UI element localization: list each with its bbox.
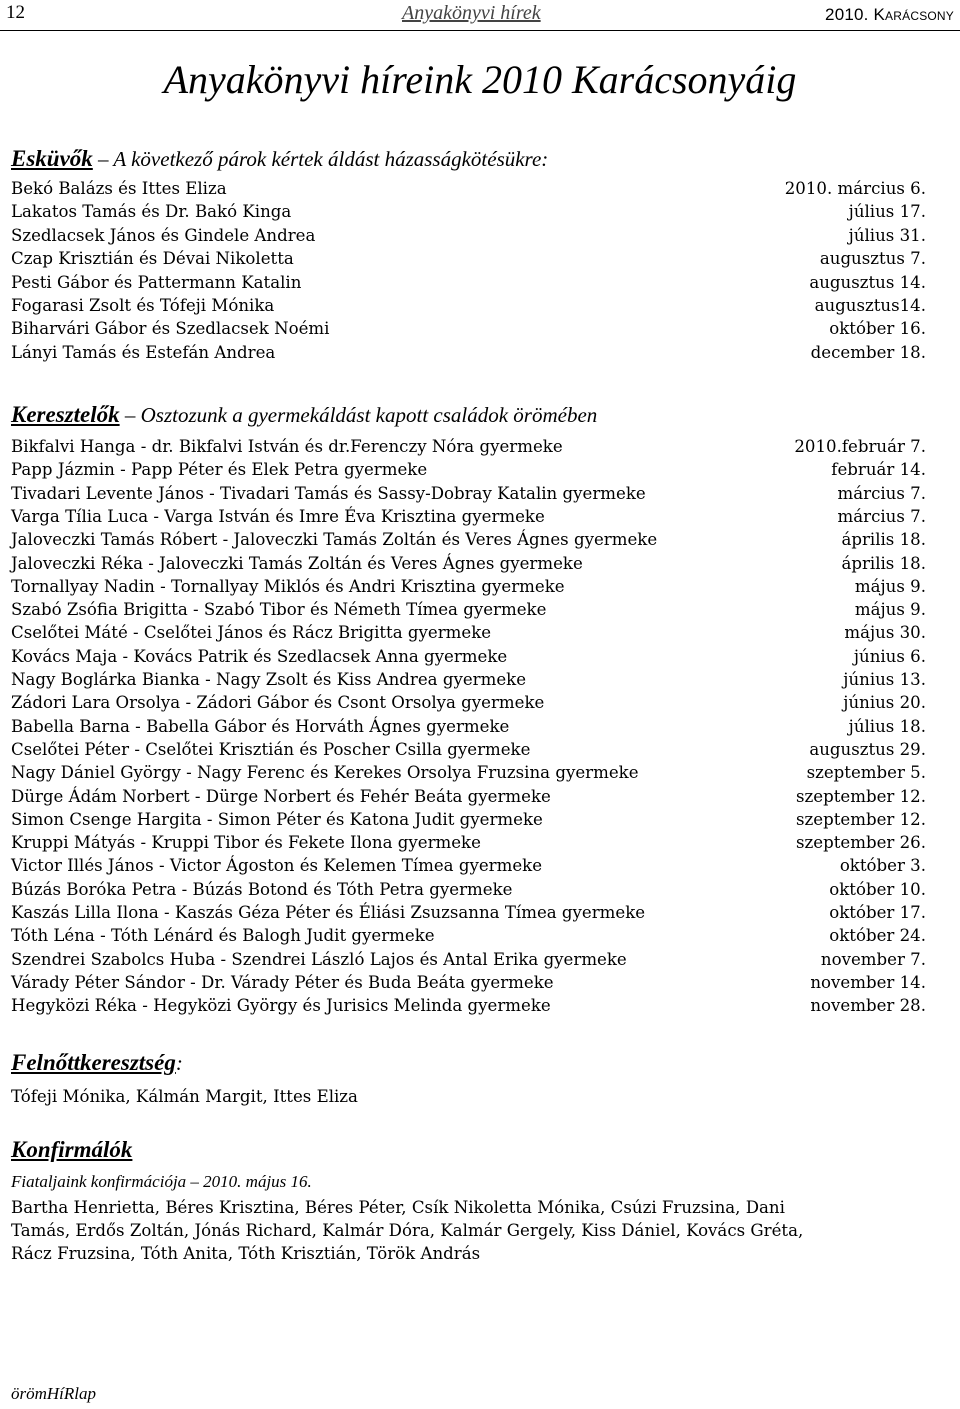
list-item <box>11 833 926 856</box>
adult-baptism-heading <box>11 1050 183 1076</box>
entry-date: augusztus 7. <box>819 249 926 269</box>
baptisms-title: Keresztelők <box>11 402 120 427</box>
issue-label: 2010. Karácsony <box>825 5 954 24</box>
list-item <box>11 740 926 763</box>
entry-date: október 10. <box>829 879 926 899</box>
entry-names: Varga Tília Luca - Varga István és Imre Éva Krisztina gyermeke <box>11 506 545 526</box>
list-item <box>11 226 926 249</box>
entry-names: Dürge Ádám Norbert - Dürge Norbert és Fehér Beáta gyermeke <box>11 786 551 806</box>
list-item <box>11 577 926 600</box>
entry-date: szeptember 12. <box>796 786 926 806</box>
entry-date: május 30. <box>844 623 926 643</box>
list-item <box>11 319 926 342</box>
list-item <box>11 996 926 1019</box>
entry-names: Lányi Tamás és Estefán Andrea <box>11 342 276 362</box>
list-item <box>11 670 926 693</box>
entry-names: Búzás Boróka Petra - Búzás Botond és Tóth Petra gyermeke <box>11 879 513 899</box>
list-item <box>11 179 926 202</box>
running-title: Anyakönyvi hírek <box>402 2 541 24</box>
entry-date: 2010. március 6. <box>784 179 926 198</box>
entry-names: Simon Csenge Hargita - Simon Péter és Katona Judit gyermeke <box>11 809 543 829</box>
entry-names: Papp Jázmin - Papp Péter és Elek Petra gyermeke <box>11 460 428 480</box>
confirmation-note: Fiataljaink konfirmációja – 2010. május 16. <box>11 1172 312 1191</box>
entry-names: Szendrei Szabolcs Huba - Szendrei László Lajos és Antal Erika gyermeke <box>11 949 627 969</box>
entry-date: szeptember 26. <box>796 833 926 853</box>
confirmation-line-1: Bartha Henrietta, Béres Krisztina, Béres Péter, Csík Nikoletta Mónika, Csúzi Fruzsina, Dani <box>11 1198 785 1217</box>
entry-names: Nagy Boglárka Bianka - Nagy Zsolt és Kiss Andrea gyermeke <box>11 670 527 689</box>
entry-names: Kaszás Lilla Ilona - Kaszás Géza Péter és Éliási Zsuzsanna Tímea gyermeke <box>11 903 646 922</box>
list-item <box>11 693 926 716</box>
list-item <box>11 950 926 973</box>
entry-date: december 18. <box>810 342 926 362</box>
adult-baptism-colon: : <box>175 1051 183 1075</box>
entry-date: 2010.február 7. <box>794 437 926 456</box>
list-item <box>11 623 926 646</box>
entry-date: november 14. <box>810 972 926 992</box>
entry-date: február 14. <box>831 460 926 480</box>
entry-names: Hegyközi Réka - Hegyközi György és Jurisics Melinda gyermeke <box>11 996 551 1016</box>
entry-names: Tornallyay Nadin - Tornallyay Miklós és Andri Krisztina gyermeke <box>11 576 565 596</box>
entry-names: Victor Illés János - Victor Ágoston és Kelemen Tímea gyermeke <box>11 856 543 876</box>
list-item <box>11 903 926 926</box>
page-number: 12 <box>6 2 25 23</box>
entry-date: március 7. <box>837 483 926 503</box>
entry-names: Pesti Gábor és Pattermann Katalin <box>11 272 302 292</box>
page-header <box>0 0 960 31</box>
entry-date: április 18. <box>841 553 926 573</box>
confirmation-title: Konfirmálók <box>11 1137 133 1162</box>
entry-names: Kruppi Mátyás - Kruppi Tibor és Fekete Ilona gyermeke <box>11 833 481 853</box>
entry-names: Bekó Balázs és Ittes Eliza <box>11 179 227 198</box>
entry-date: október 16. <box>829 319 926 339</box>
weddings-subtitle: – A következő párok kértek áldást házasságkötésükre: <box>92 147 549 171</box>
entry-names: Nagy Dániel György - Nagy Ferenc és Kerekes Orsolya Fruzsina gyermeke <box>11 763 639 783</box>
entry-names: Kovács Maja - Kovács Patrik és Szedlacsek Anna gyermeke <box>11 646 508 666</box>
entry-date: szeptember 5. <box>806 763 926 783</box>
entry-date: május 9. <box>854 576 926 596</box>
list-item <box>11 273 926 296</box>
entry-names: Tóth Léna - Tóth Lénárd és Balogh Judit gyermeke <box>11 926 435 946</box>
entry-date: augusztus14. <box>814 296 926 315</box>
entry-names: Biharvári Gábor és Szedlacsek Noémi <box>11 319 330 339</box>
list-item <box>11 717 926 740</box>
list-item <box>11 554 926 577</box>
weddings-heading <box>11 146 548 172</box>
entry-names: Tivadari Levente János - Tivadari Tamás és Sassy-Dobray Katalin gyermeke <box>11 483 646 503</box>
entry-date: augusztus 29. <box>809 739 926 759</box>
entry-names: Jaloveczki Tamás Róbert - Jaloveczki Tamás Zoltán és Veres Ágnes gyermeke <box>11 530 658 550</box>
entry-date: október 17. <box>829 903 926 922</box>
entry-date: augusztus 14. <box>809 272 926 292</box>
entry-date: július 31. <box>848 225 926 245</box>
adult-baptism-title: Felnőttkeresztség <box>11 1050 176 1075</box>
list-item <box>11 600 926 623</box>
entry-date: november 28. <box>810 996 926 1016</box>
list-item <box>11 343 926 366</box>
list-item <box>11 973 926 996</box>
entry-date: április 18. <box>841 530 926 550</box>
list-item <box>11 787 926 810</box>
adult-baptism-names: Tófeji Mónika, Kálmán Margit, Ittes Eliza <box>11 1087 358 1106</box>
entry-date: június 13. <box>843 670 926 689</box>
list-item <box>11 647 926 670</box>
entry-date: november 7. <box>820 949 926 969</box>
list-item <box>11 530 926 553</box>
entry-date: szeptember 12. <box>796 809 926 829</box>
list-item <box>11 926 926 949</box>
entry-names: Lakatos Tamás és Dr. Bakó Kinga <box>11 202 292 222</box>
entry-date: június 6. <box>853 646 926 666</box>
list-item <box>11 810 926 833</box>
list-item <box>11 856 926 879</box>
baptisms-heading <box>11 402 597 428</box>
entry-names: Szedlacsek János és Gindele Andrea <box>11 225 316 245</box>
entry-date: július 18. <box>848 716 926 736</box>
list-item <box>11 763 926 786</box>
entry-date: június 20. <box>843 693 926 713</box>
list-item <box>11 460 926 483</box>
entry-names: Jaloveczki Réka - Jaloveczki Tamás Zoltán és Veres Ágnes gyermeke <box>11 553 583 573</box>
list-item <box>11 249 926 272</box>
footer-brand: örömHíRlap <box>11 1384 96 1403</box>
list-item <box>11 880 926 903</box>
entry-names: Babella Barna - Babella Gábor és Horváth Ágnes gyermeke <box>11 716 510 736</box>
weddings-title: Esküvők <box>11 146 93 171</box>
entry-names: Várady Péter Sándor - Dr. Várady Péter és Buda Beáta gyermeke <box>11 972 554 992</box>
baptisms-subtitle: – Osztozunk a gyermekáldást kapott családok örömében <box>119 403 598 427</box>
confirmation-line-2: Tamás, Erdős Zoltán, Jónás Richard, Kalmár Dóra, Kalmár Gergely, Kiss Dániel, Kovács Gréta, <box>11 1221 804 1240</box>
entry-names: Szabó Zsófia Brigitta - Szabó Tibor és Németh Tímea gyermeke <box>11 600 547 620</box>
entry-names: Cselőtei Máté - Cselőtei János és Rácz Brigitta gyermeke <box>11 623 492 643</box>
entry-date: március 7. <box>837 506 926 526</box>
entry-names: Fogarasi Zsolt és Tófeji Mónika <box>11 296 275 315</box>
list-item <box>11 484 926 507</box>
entry-names: Bikfalvi Hanga - dr. Bikfalvi István és dr.Ferenczy Nóra gyermeke <box>11 437 563 456</box>
entry-names: Cselőtei Péter - Cselőtei Krisztián és Poscher Csilla gyermeke <box>11 739 531 759</box>
entry-date: május 9. <box>854 600 926 620</box>
entry-names: Zádori Lara Orsolya - Zádori Gábor és Csont Orsolya gyermeke <box>11 693 545 713</box>
list-item <box>11 507 926 530</box>
list-item <box>11 296 926 319</box>
confirmation-line-3: Rácz Fruzsina, Tóth Anita, Tóth Krisztián, Török András <box>11 1244 481 1263</box>
entry-names: Czap Krisztián és Dévai Nikoletta <box>11 249 294 269</box>
entry-date: július 17. <box>848 202 926 222</box>
entry-date: október 3. <box>839 856 926 876</box>
list-item <box>11 437 926 460</box>
confirmation-heading <box>11 1137 132 1163</box>
list-item <box>11 202 926 225</box>
page-title: Anyakönyvi híreink 2010 Karácsonyáig <box>163 57 797 102</box>
entry-date: október 24. <box>829 926 926 946</box>
